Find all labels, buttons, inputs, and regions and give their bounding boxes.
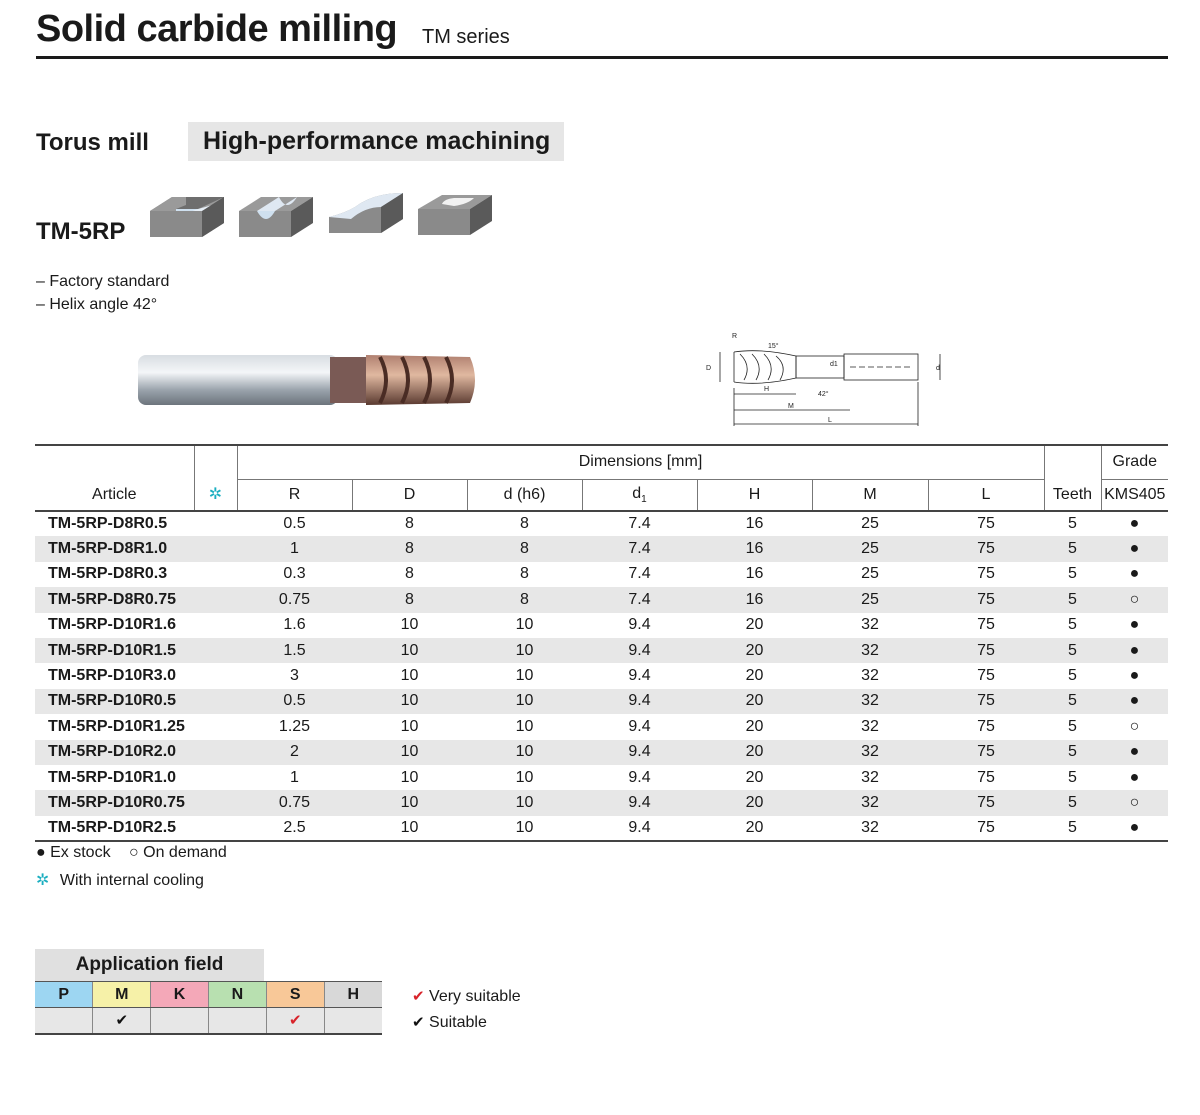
cell-grade: ○ bbox=[1101, 790, 1168, 815]
col-d1-label: d bbox=[632, 484, 642, 502]
cell-M: 32 bbox=[812, 740, 928, 765]
cell-grade: ● bbox=[1101, 536, 1168, 561]
cell-M: 32 bbox=[812, 816, 928, 841]
cell-H: 20 bbox=[697, 689, 812, 714]
cell-L: 75 bbox=[928, 536, 1044, 561]
material-k: K bbox=[151, 982, 209, 1008]
cooling-legend bbox=[36, 870, 204, 890]
cell-L: 75 bbox=[977, 717, 995, 735]
col-teeth: Teeth bbox=[1044, 445, 1101, 511]
cell-H: 16 bbox=[697, 587, 812, 612]
title-divider bbox=[36, 56, 1168, 59]
cell-grade: ● bbox=[1129, 768, 1140, 786]
cell-cool bbox=[194, 689, 237, 714]
dimension-drawing bbox=[700, 330, 960, 430]
material-n: N bbox=[208, 982, 266, 1008]
cell-d1: 9.4 bbox=[628, 616, 651, 634]
cell-L: 75 bbox=[977, 667, 995, 685]
table-row bbox=[35, 536, 1168, 561]
cell-R: 1.6 bbox=[283, 616, 306, 634]
stock-legend bbox=[36, 844, 241, 862]
cell-H: 16 bbox=[745, 565, 764, 583]
cell-L: 75 bbox=[928, 740, 1044, 765]
cell-L: 75 bbox=[977, 616, 995, 634]
cell-R: 1.5 bbox=[237, 638, 352, 663]
table-row bbox=[35, 790, 1168, 815]
col-h: H bbox=[697, 479, 812, 511]
cell-d: 10 bbox=[515, 667, 534, 685]
series-label: TM series bbox=[422, 26, 510, 48]
cell-d: 8 bbox=[467, 536, 582, 561]
cell-teeth: 5 bbox=[1044, 816, 1101, 841]
col-d-shank: d (h6) bbox=[467, 479, 582, 511]
cell-teeth: 5 bbox=[1068, 616, 1077, 634]
cell-D: 10 bbox=[400, 667, 419, 685]
cell-R: 0.5 bbox=[237, 689, 352, 714]
cell-M: 32 bbox=[812, 689, 928, 714]
cell-M: 32 bbox=[861, 768, 879, 786]
cell-d1: 9.4 bbox=[628, 667, 651, 685]
cell-teeth: 5 bbox=[1044, 689, 1101, 714]
cell-article: TM-5RP-D10R0.75 bbox=[35, 790, 194, 815]
cell-M: 25 bbox=[812, 536, 928, 561]
slotting-block-icon bbox=[146, 183, 228, 243]
drawing-label: L bbox=[828, 417, 832, 424]
drawing-label: R bbox=[732, 333, 738, 340]
suitability-cell bbox=[151, 1008, 209, 1034]
cell-L: 75 bbox=[977, 768, 995, 786]
model-name: TM-5RP bbox=[36, 218, 126, 245]
cell-H: 20 bbox=[745, 616, 764, 634]
cell-d1: 7.4 bbox=[582, 587, 697, 612]
col-article: Article bbox=[35, 445, 194, 511]
cell-article: TM-5RP-D10R0.5 bbox=[35, 689, 194, 714]
table-row bbox=[35, 511, 1168, 536]
check-icon: ✔ bbox=[288, 1011, 302, 1029]
cell-D: 8 bbox=[405, 565, 414, 583]
col-d1-sub: 1 bbox=[641, 493, 647, 505]
cell-M: 25 bbox=[812, 587, 928, 612]
cell-D: 10 bbox=[400, 717, 419, 735]
very-suitable-check-icon: ✔ bbox=[412, 988, 425, 1005]
drawing-label: d1 bbox=[830, 361, 838, 368]
cell-d: 10 bbox=[467, 689, 582, 714]
cell-article: TM-5RP-D10R2.5 bbox=[35, 816, 194, 841]
pocket-block-icon bbox=[414, 183, 496, 243]
drawing-label: H bbox=[764, 386, 770, 393]
cell-d: 10 bbox=[467, 816, 582, 841]
cell-grade: ● bbox=[1129, 667, 1140, 685]
on-demand-legend: ○ On demand bbox=[129, 844, 227, 861]
table-row bbox=[35, 689, 1168, 714]
cell-cool bbox=[194, 511, 237, 536]
feature-item: – Helix angle 42° bbox=[36, 296, 158, 313]
cell-cool bbox=[194, 816, 237, 841]
cell-article: TM-5RP-D10R1.5 bbox=[35, 638, 194, 663]
drawing-label: D bbox=[706, 365, 712, 372]
cell-d: 10 bbox=[515, 616, 534, 634]
drawing-label: d bbox=[936, 365, 940, 372]
suitable-check-icon: ✔ bbox=[412, 1014, 425, 1031]
cell-L: 75 bbox=[928, 790, 1044, 815]
cell-H: 20 bbox=[697, 790, 812, 815]
cell-cool bbox=[194, 536, 237, 561]
cell-d: 10 bbox=[467, 740, 582, 765]
cell-teeth: 5 bbox=[1068, 515, 1077, 533]
cell-D: 10 bbox=[352, 638, 467, 663]
cell-H: 20 bbox=[745, 768, 764, 786]
cell-d1: 7.4 bbox=[582, 536, 697, 561]
cell-D: 8 bbox=[352, 536, 467, 561]
cell-d1: 9.4 bbox=[628, 768, 651, 786]
cell-article: TM-5RP-D10R1.0 bbox=[48, 768, 177, 786]
cell-L: 75 bbox=[977, 515, 995, 533]
grooving-block-icon bbox=[235, 183, 317, 243]
cooling-icon: ✲ bbox=[36, 872, 50, 889]
cell-cool bbox=[194, 663, 237, 688]
cell-D: 10 bbox=[352, 816, 467, 841]
cell-grade: ● bbox=[1101, 740, 1168, 765]
cell-d: 10 bbox=[515, 717, 534, 735]
cell-teeth: 5 bbox=[1068, 565, 1077, 583]
page-title: Solid carbide milling bbox=[36, 8, 398, 50]
col-m: M bbox=[812, 479, 928, 511]
cell-M: 32 bbox=[861, 667, 879, 685]
cell-teeth: 5 bbox=[1068, 768, 1077, 786]
cell-M: 32 bbox=[861, 616, 879, 634]
drawing-label: M bbox=[788, 403, 794, 410]
cell-teeth: 5 bbox=[1044, 740, 1101, 765]
cell-article: TM-5RP-D8R0.5 bbox=[48, 515, 168, 533]
material-p: P bbox=[35, 982, 93, 1008]
cell-R: 0.75 bbox=[237, 790, 352, 815]
cell-H: 16 bbox=[697, 536, 812, 561]
grade-group-header: Grade bbox=[1101, 445, 1168, 479]
cell-grade: ● bbox=[1129, 515, 1140, 533]
cell-M: 25 bbox=[861, 565, 879, 583]
cell-H: 20 bbox=[745, 717, 764, 735]
cell-d1: 9.4 bbox=[582, 689, 697, 714]
cell-H: 16 bbox=[745, 515, 764, 533]
cell-D: 10 bbox=[352, 790, 467, 815]
cell-d: 10 bbox=[467, 638, 582, 663]
cooling-legend-label: With internal cooling bbox=[59, 872, 204, 889]
material-h: H bbox=[324, 982, 382, 1008]
cell-teeth: 5 bbox=[1044, 790, 1101, 815]
cell-d: 10 bbox=[515, 768, 534, 786]
cell-H: 20 bbox=[745, 667, 764, 685]
feature-list bbox=[36, 270, 169, 316]
table-row bbox=[35, 587, 1168, 612]
cell-teeth: 5 bbox=[1044, 536, 1101, 561]
product-family: Torus mill bbox=[36, 129, 149, 156]
cell-cool bbox=[194, 587, 237, 612]
cell-D: 8 bbox=[352, 587, 467, 612]
material-m: M bbox=[93, 982, 151, 1008]
cell-R: 1.25 bbox=[278, 717, 311, 735]
cooling-icon: ✲ bbox=[208, 486, 223, 503]
cell-H: 20 bbox=[697, 816, 812, 841]
cell-d: 8 bbox=[467, 587, 582, 612]
table-row bbox=[35, 714, 1168, 739]
application-badge: High-performance machining bbox=[188, 122, 564, 161]
col-grade: KMS405 bbox=[1101, 479, 1168, 511]
cell-d1: 9.4 bbox=[582, 816, 697, 841]
cell-M: 32 bbox=[812, 790, 928, 815]
cell-R: 0.3 bbox=[283, 565, 306, 583]
feature-item: – Factory standard bbox=[36, 273, 170, 290]
cell-L: 75 bbox=[928, 816, 1044, 841]
cell-d1: 9.4 bbox=[582, 638, 697, 663]
table-row bbox=[35, 562, 1168, 587]
cell-d1: 9.4 bbox=[582, 790, 697, 815]
suitability-cell bbox=[35, 1008, 93, 1034]
material-s: S bbox=[266, 982, 324, 1008]
article-table bbox=[35, 444, 1168, 842]
cell-H: 20 bbox=[697, 638, 812, 663]
cell-R: 0.5 bbox=[283, 515, 306, 533]
table-row bbox=[35, 613, 1168, 638]
cell-cool bbox=[194, 562, 237, 587]
cell-D: 10 bbox=[352, 740, 467, 765]
cell-L: 75 bbox=[928, 587, 1044, 612]
cell-D: 10 bbox=[400, 616, 419, 634]
cell-article: TM-5RP-D10R2.0 bbox=[35, 740, 194, 765]
cell-d1: 9.4 bbox=[628, 717, 651, 735]
cell-grade: ○ bbox=[1101, 587, 1168, 612]
cell-d1: 7.4 bbox=[628, 565, 651, 583]
cell-article: TM-5RP-D10R1.6 bbox=[48, 616, 177, 634]
cell-d: 8 bbox=[520, 565, 529, 583]
cell-article: TM-5RP-D10R3.0 bbox=[48, 667, 177, 685]
application-field-title: Application field bbox=[35, 949, 264, 981]
cell-grade: ○ bbox=[1129, 717, 1140, 735]
cell-grade: ● bbox=[1129, 565, 1140, 583]
col-r: R bbox=[237, 479, 352, 511]
cell-grade: ● bbox=[1101, 816, 1168, 841]
cell-cool bbox=[194, 638, 237, 663]
suitability-legend bbox=[412, 984, 521, 1036]
cell-cool bbox=[194, 765, 237, 790]
cell-R: 1 bbox=[237, 536, 352, 561]
drawing-label: 42° bbox=[818, 391, 829, 398]
suitability-cell bbox=[324, 1008, 382, 1034]
cell-R: 2 bbox=[237, 740, 352, 765]
table-row bbox=[35, 638, 1168, 663]
cell-L: 75 bbox=[928, 689, 1044, 714]
table-row bbox=[35, 740, 1168, 765]
cell-R: 3 bbox=[290, 667, 299, 685]
cell-grade: ● bbox=[1101, 689, 1168, 714]
cell-teeth: 5 bbox=[1068, 717, 1077, 735]
cell-H: 20 bbox=[697, 740, 812, 765]
cell-d: 10 bbox=[467, 790, 582, 815]
very-suitable-label: Very suitable bbox=[429, 988, 521, 1005]
cell-d1: 7.4 bbox=[628, 515, 651, 533]
suitability-cell bbox=[208, 1008, 266, 1034]
col-l: L bbox=[928, 479, 1044, 511]
drawing-label: 15° bbox=[768, 343, 779, 350]
end-mill-photo bbox=[130, 345, 490, 417]
cell-R: 0.75 bbox=[237, 587, 352, 612]
cell-teeth: 5 bbox=[1068, 667, 1077, 685]
suitable-label: Suitable bbox=[429, 1014, 487, 1031]
cell-article: TM-5RP-D8R0.3 bbox=[48, 565, 168, 583]
table-row bbox=[35, 816, 1168, 841]
cell-D: 10 bbox=[352, 689, 467, 714]
cell-grade: ● bbox=[1129, 616, 1140, 634]
ex-stock-legend: ● Ex stock bbox=[36, 844, 111, 861]
col-d-outer: D bbox=[352, 479, 467, 511]
cell-cool bbox=[194, 613, 237, 638]
cell-cool bbox=[194, 714, 237, 739]
cell-teeth: 5 bbox=[1044, 587, 1101, 612]
cell-L: 75 bbox=[928, 638, 1044, 663]
cell-L: 75 bbox=[977, 565, 995, 583]
col-d1 bbox=[582, 479, 697, 511]
table-row bbox=[35, 765, 1168, 790]
col-cooling bbox=[194, 445, 237, 511]
cell-article: TM-5RP-D8R1.0 bbox=[35, 536, 194, 561]
application-field-table bbox=[35, 981, 382, 1035]
table-row bbox=[35, 663, 1168, 688]
cell-D: 8 bbox=[405, 515, 414, 533]
cell-cool bbox=[194, 740, 237, 765]
cell-R: 2.5 bbox=[237, 816, 352, 841]
cell-R: 1 bbox=[290, 768, 299, 786]
cell-d: 8 bbox=[520, 515, 529, 533]
cell-grade: ● bbox=[1101, 638, 1168, 663]
suitability-cell bbox=[93, 1008, 151, 1034]
dimensions-group-header: Dimensions [mm] bbox=[237, 445, 1044, 479]
cell-M: 32 bbox=[812, 638, 928, 663]
cell-teeth: 5 bbox=[1044, 638, 1101, 663]
check-icon: ✔ bbox=[115, 1011, 129, 1029]
cell-cool bbox=[194, 790, 237, 815]
cell-article: TM-5RP-D10R1.25 bbox=[48, 717, 185, 735]
cell-M: 25 bbox=[861, 515, 879, 533]
suitability-cell bbox=[266, 1008, 324, 1034]
contour-block-icon bbox=[325, 183, 407, 243]
cell-article: TM-5RP-D8R0.75 bbox=[35, 587, 194, 612]
cell-d1: 9.4 bbox=[582, 740, 697, 765]
cell-M: 32 bbox=[861, 717, 879, 735]
cell-D: 10 bbox=[400, 768, 419, 786]
